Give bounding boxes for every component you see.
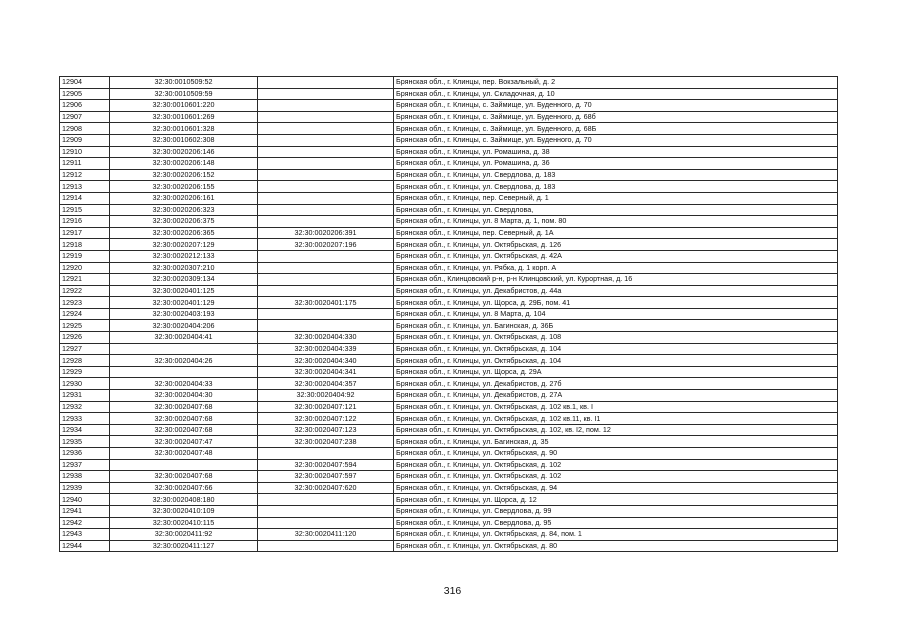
related-cadastral-number-cell [258, 192, 394, 204]
row-number-cell: 12934 [60, 424, 110, 436]
registry-table [59, 76, 838, 552]
row-number-cell: 12933 [60, 413, 110, 425]
address-cell: Брянская обл., г. Клинцы, ул. Щорса, д. 29Б, пом. 41 [394, 297, 838, 309]
cadastral-number-cell [110, 459, 258, 471]
table-row [60, 169, 838, 181]
related-cadastral-number-cell [258, 134, 394, 146]
table-row [60, 192, 838, 204]
table-row [60, 482, 838, 494]
address-cell: Брянская обл., г. Клинцы, с. Займище, ул. Буденного, д. 70 [394, 100, 838, 112]
related-cadastral-number-cell [258, 494, 394, 506]
related-cadastral-number-cell [258, 262, 394, 274]
table-row [60, 216, 838, 228]
table-row [60, 146, 838, 158]
cadastral-number-cell: 32:30:0020307:210 [110, 262, 258, 274]
row-number-cell: 12907 [60, 111, 110, 123]
related-cadastral-number-cell [258, 285, 394, 297]
table-row [60, 239, 838, 251]
address-cell: Брянская обл., г. Клинцы, ул. Свердлова, д. 99 [394, 505, 838, 517]
table-row [60, 250, 838, 262]
cadastral-number-cell: 32:30:0010601:220 [110, 100, 258, 112]
table-row [60, 505, 838, 517]
registry-table-body [60, 77, 838, 552]
row-number-cell: 12937 [60, 459, 110, 471]
related-cadastral-number-cell: 32:30:0020206:391 [258, 227, 394, 239]
table-row [60, 471, 838, 483]
related-cadastral-number-cell: 32:30:0020407:122 [258, 413, 394, 425]
related-cadastral-number-cell: 32:30:0020411:120 [258, 529, 394, 541]
address-cell: Брянская обл., г. Клинцы, с. Займище, ул. Буденного, д. 68б [394, 111, 838, 123]
address-cell: Брянская обл., г. Клинцы, ул. Щорса, д. 29А [394, 366, 838, 378]
table-row [60, 77, 838, 89]
related-cadastral-number-cell [258, 505, 394, 517]
address-cell: Брянская обл., г. Клинцы, ул. Октябрьская, д. 102 кв.11, кв. I1 [394, 413, 838, 425]
address-cell: Брянская обл., г. Клинцы, ул. Октябрьская, д. 102, кв. I2, пом. 12 [394, 424, 838, 436]
cadastral-number-cell: 32:30:0020407:48 [110, 448, 258, 460]
table-row [60, 448, 838, 460]
address-cell: Брянская обл., г. Клинцы, ул. Багинская, д. 35 [394, 436, 838, 448]
cadastral-number-cell: 32:30:0020206:365 [110, 227, 258, 239]
related-cadastral-number-cell: 32:30:0020404:357 [258, 378, 394, 390]
row-number-cell: 12935 [60, 436, 110, 448]
row-number-cell: 12923 [60, 297, 110, 309]
table-row [60, 494, 838, 506]
row-number-cell: 12917 [60, 227, 110, 239]
row-number-cell: 12906 [60, 100, 110, 112]
related-cadastral-number-cell: 32:30:0020404:341 [258, 366, 394, 378]
row-number-cell: 12942 [60, 517, 110, 529]
row-number-cell: 12943 [60, 529, 110, 541]
row-number-cell: 12928 [60, 355, 110, 367]
table-row [60, 366, 838, 378]
address-cell: Брянская обл., г. Клинцы, ул. Октябрьская, д. 80 [394, 540, 838, 552]
address-cell: Брянская обл., г. Клинцы, ул. Октябрьская, д. 104 [394, 355, 838, 367]
row-number-cell: 12944 [60, 540, 110, 552]
related-cadastral-number-cell: 32:30:0020404:92 [258, 390, 394, 402]
row-number-cell: 12939 [60, 482, 110, 494]
table-row [60, 517, 838, 529]
row-number-cell: 12940 [60, 494, 110, 506]
table-row [60, 308, 838, 320]
row-number-cell: 12927 [60, 343, 110, 355]
related-cadastral-number-cell [258, 448, 394, 460]
related-cadastral-number-cell [258, 88, 394, 100]
related-cadastral-number-cell: 32:30:0020407:238 [258, 436, 394, 448]
table-row [60, 343, 838, 355]
address-cell: Брянская обл., г. Клинцы, ул. 8 Марта, д. 104 [394, 308, 838, 320]
cadastral-number-cell: 32:30:0020407:68 [110, 413, 258, 425]
cadastral-number-cell: 32:30:0010509:52 [110, 77, 258, 89]
row-number-cell: 12925 [60, 320, 110, 332]
cadastral-number-cell: 32:30:0020404:41 [110, 332, 258, 344]
row-number-cell: 12930 [60, 378, 110, 390]
address-cell: Брянская обл., г. Клинцы, ул. Октябрьская, д. 102 кв.1, кв. I [394, 401, 838, 413]
cadastral-number-cell: 32:30:0020206:152 [110, 169, 258, 181]
related-cadastral-number-cell [258, 517, 394, 529]
table-row [60, 227, 838, 239]
row-number-cell: 12915 [60, 204, 110, 216]
address-cell: Брянская обл., г. Клинцы, ул. Октябрьская, д. 42А [394, 250, 838, 262]
table-row [60, 204, 838, 216]
cadastral-number-cell: 32:30:0020404:33 [110, 378, 258, 390]
address-cell: Брянская обл., г. Клинцы, ул. Ромашина, д. 36 [394, 158, 838, 170]
row-number-cell: 12914 [60, 192, 110, 204]
row-number-cell: 12920 [60, 262, 110, 274]
related-cadastral-number-cell [258, 169, 394, 181]
table-row [60, 390, 838, 402]
address-cell: Брянская обл., г. Клинцы, ул. Декабристов, д. 44а [394, 285, 838, 297]
cadastral-number-cell: 32:30:0020404:26 [110, 355, 258, 367]
related-cadastral-number-cell: 32:30:0020404:340 [258, 355, 394, 367]
row-number-cell: 12932 [60, 401, 110, 413]
table-row [60, 413, 838, 425]
table-row [60, 436, 838, 448]
address-cell: Брянская обл., Клинцовский р-н, р-н Клинцовский, ул. Курортная, д. 16 [394, 274, 838, 286]
address-cell: Брянская обл., г. Клинцы, ул. Декабристов, д. 27б [394, 378, 838, 390]
address-cell: Брянская обл., г. Клинцы, пер. Северный, д. 1А [394, 227, 838, 239]
cadastral-number-cell: 32:30:0020401:129 [110, 297, 258, 309]
related-cadastral-number-cell: 32:30:0020407:597 [258, 471, 394, 483]
row-number-cell: 12938 [60, 471, 110, 483]
address-cell: Брянская обл., г. Клинцы, ул. Октябрьская, д. 84, пом. 1 [394, 529, 838, 541]
row-number-cell: 12905 [60, 88, 110, 100]
cadastral-number-cell: 32:30:0020206:146 [110, 146, 258, 158]
table-row [60, 424, 838, 436]
related-cadastral-number-cell [258, 77, 394, 89]
cadastral-number-cell: 32:30:0020206:161 [110, 192, 258, 204]
cadastral-number-cell: 32:30:0020206:323 [110, 204, 258, 216]
related-cadastral-number-cell [258, 216, 394, 228]
related-cadastral-number-cell: 32:30:0020207:196 [258, 239, 394, 251]
row-number-cell: 12919 [60, 250, 110, 262]
cadastral-number-cell: 32:30:0020404:30 [110, 390, 258, 402]
cadastral-number-cell: 32:30:0020410:115 [110, 517, 258, 529]
address-cell: Брянская обл., г. Клинцы, ул. Ромашина, д. 38 [394, 146, 838, 158]
related-cadastral-number-cell: 32:30:0020401:175 [258, 297, 394, 309]
cadastral-number-cell: 32:30:0010601:269 [110, 111, 258, 123]
address-cell: Брянская обл., г. Клинцы, ул. Складочная, д. 10 [394, 88, 838, 100]
cadastral-number-cell: 32:30:0020212:133 [110, 250, 258, 262]
address-cell: Брянская обл., г. Клинцы, с. Займище, ул. Буденного, д. 70 [394, 134, 838, 146]
cadastral-number-cell: 32:30:0020309:134 [110, 274, 258, 286]
row-number-cell: 12910 [60, 146, 110, 158]
related-cadastral-number-cell [258, 100, 394, 112]
table-row [60, 459, 838, 471]
table-row [60, 297, 838, 309]
cadastral-number-cell: 32:30:0020407:47 [110, 436, 258, 448]
cadastral-number-cell: 32:30:0020206:375 [110, 216, 258, 228]
cadastral-number-cell: 32:30:0010602:308 [110, 134, 258, 146]
cadastral-number-cell: 32:30:0020403:193 [110, 308, 258, 320]
address-cell: Брянская обл., г. Клинцы, ул. Октябрьская, д. 94 [394, 482, 838, 494]
address-cell: Брянская обл., г. Клинцы, пер. Северный, д. 1 [394, 192, 838, 204]
row-number-cell: 12936 [60, 448, 110, 460]
related-cadastral-number-cell: 32:30:0020404:330 [258, 332, 394, 344]
table-row [60, 88, 838, 100]
table-row [60, 262, 838, 274]
cadastral-number-cell: 32:30:0020206:148 [110, 158, 258, 170]
cadastral-number-cell [110, 366, 258, 378]
address-cell: Брянская обл., г. Клинцы, ул. Октябрьская, д. 108 [394, 332, 838, 344]
cadastral-number-cell: 32:30:0020206:155 [110, 181, 258, 193]
row-number-cell: 12921 [60, 274, 110, 286]
row-number-cell: 12909 [60, 134, 110, 146]
row-number-cell: 12908 [60, 123, 110, 135]
address-cell: Брянская обл., г. Клинцы, ул. Октябрьская, д. 126 [394, 239, 838, 251]
related-cadastral-number-cell [258, 204, 394, 216]
address-cell: Брянская обл., г. Клинцы, ул. Октябрьская, д. 102 [394, 459, 838, 471]
cadastral-number-cell: 32:30:0020407:68 [110, 401, 258, 413]
address-cell: Брянская обл., г. Клинцы, ул. Щорса, д. 12 [394, 494, 838, 506]
row-number-cell: 12941 [60, 505, 110, 517]
table-row [60, 123, 838, 135]
cadastral-number-cell: 32:30:0020408:180 [110, 494, 258, 506]
related-cadastral-number-cell [258, 146, 394, 158]
cadastral-number-cell: 32:30:0010601:328 [110, 123, 258, 135]
row-number-cell: 12916 [60, 216, 110, 228]
row-number-cell: 12913 [60, 181, 110, 193]
cadastral-number-cell: 32:30:0020410:109 [110, 505, 258, 517]
cadastral-number-cell [110, 343, 258, 355]
row-number-cell: 12904 [60, 77, 110, 89]
table-row [60, 540, 838, 552]
cadastral-number-cell: 32:30:0020407:68 [110, 471, 258, 483]
cadastral-number-cell: 32:30:0020401:125 [110, 285, 258, 297]
cadastral-number-cell: 32:30:0020407:68 [110, 424, 258, 436]
table-row [60, 111, 838, 123]
table-row [60, 355, 838, 367]
row-number-cell: 12931 [60, 390, 110, 402]
related-cadastral-number-cell [258, 274, 394, 286]
table-row [60, 332, 838, 344]
address-cell: Брянская обл., г. Клинцы, пер. Вокзальный, д. 2 [394, 77, 838, 89]
row-number-cell: 12912 [60, 169, 110, 181]
address-cell: Брянская обл., г. Клинцы, ул. Октябрьская, д. 90 [394, 448, 838, 460]
cadastral-number-cell: 32:30:0020404:206 [110, 320, 258, 332]
related-cadastral-number-cell [258, 308, 394, 320]
related-cadastral-number-cell: 32:30:0020404:339 [258, 343, 394, 355]
row-number-cell: 12918 [60, 239, 110, 251]
related-cadastral-number-cell [258, 181, 394, 193]
table-row [60, 529, 838, 541]
related-cadastral-number-cell [258, 540, 394, 552]
table-row [60, 134, 838, 146]
related-cadastral-number-cell: 32:30:0020407:121 [258, 401, 394, 413]
cadastral-number-cell: 32:30:0010509:59 [110, 88, 258, 100]
cadastral-number-cell: 32:30:0020411:127 [110, 540, 258, 552]
table-row [60, 401, 838, 413]
address-cell: Брянская обл., г. Клинцы, с. Займище, ул. Буденного, д. 68Б [394, 123, 838, 135]
address-cell: Брянская обл., г. Клинцы, ул. Рябка, д. 1 корп. А [394, 262, 838, 274]
table-row [60, 285, 838, 297]
related-cadastral-number-cell [258, 111, 394, 123]
row-number-cell: 12924 [60, 308, 110, 320]
address-cell: Брянская обл., г. Клинцы, ул. Октябрьская, д. 104 [394, 343, 838, 355]
cadastral-number-cell: 32:30:0020407:66 [110, 482, 258, 494]
cadastral-number-cell: 32:30:0020207:129 [110, 239, 258, 251]
table-row [60, 181, 838, 193]
row-number-cell: 12926 [60, 332, 110, 344]
address-cell: Брянская обл., г. Клинцы, ул. Октябрьская, д. 102 [394, 471, 838, 483]
related-cadastral-number-cell: 32:30:0020407:620 [258, 482, 394, 494]
related-cadastral-number-cell: 32:30:0020407:123 [258, 424, 394, 436]
page-number: 316 [443, 585, 462, 597]
row-number-cell: 12922 [60, 285, 110, 297]
table-row [60, 158, 838, 170]
table-row [60, 378, 838, 390]
address-cell: Брянская обл., г. Клинцы, ул. Багинская, д. 36Б [394, 320, 838, 332]
cadastral-number-cell: 32:30:0020411:92 [110, 529, 258, 541]
related-cadastral-number-cell [258, 320, 394, 332]
address-cell: Брянская обл., г. Клинцы, ул. Свердлова, д. 95 [394, 517, 838, 529]
table-row [60, 274, 838, 286]
table-row [60, 320, 838, 332]
address-cell: Брянская обл., г. Клинцы, ул. Свердлова, д. 183 [394, 181, 838, 193]
address-cell: Брянская обл., г. Клинцы, ул. 8 Марта, д. 1, пом. 80 [394, 216, 838, 228]
row-number-cell: 12929 [60, 366, 110, 378]
related-cadastral-number-cell: 32:30:0020407:594 [258, 459, 394, 471]
related-cadastral-number-cell [258, 123, 394, 135]
related-cadastral-number-cell [258, 158, 394, 170]
related-cadastral-number-cell [258, 250, 394, 262]
row-number-cell: 12911 [60, 158, 110, 170]
address-cell: Брянская обл., г. Клинцы, ул. Декабристов, д. 27А [394, 390, 838, 402]
address-cell: Брянская обл., г. Клинцы, ул. Свердлова, д. 183 [394, 169, 838, 181]
address-cell: Брянская обл., г. Клинцы, ул. Свердлова, [394, 204, 838, 216]
table-row [60, 100, 838, 112]
